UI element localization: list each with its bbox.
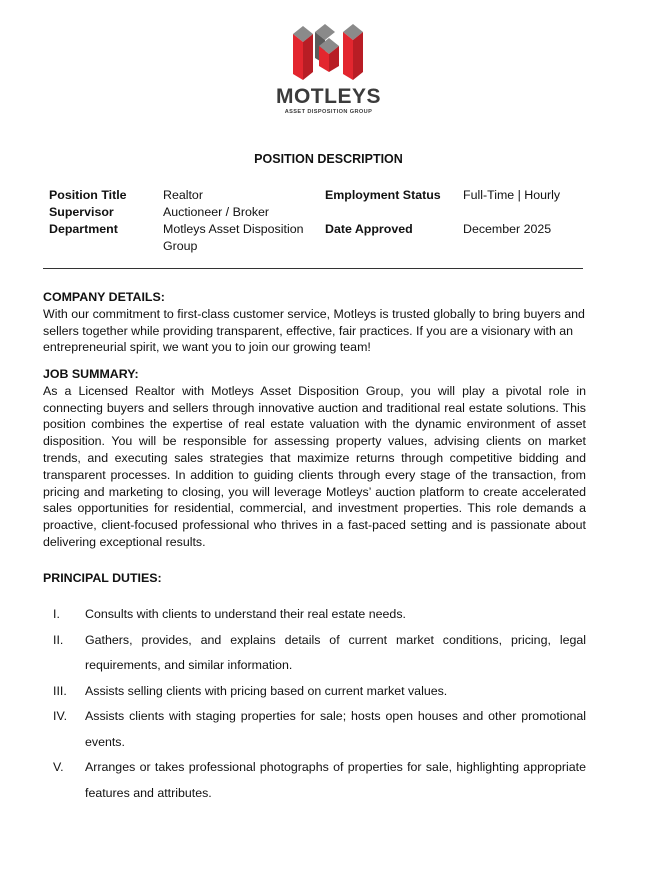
job-summary-section <box>43 366 586 551</box>
list-item <box>43 755 586 806</box>
logo-wordmark: MOTLEYS <box>275 85 381 108</box>
list-item-text: Arranges or takes professional photographs of properties for sale, highlighting appropriate features and attributes. <box>85 760 586 800</box>
position-title-label: Position Title <box>49 188 127 202</box>
job-summary-heading: JOB SUMMARY: <box>43 367 139 381</box>
supervisor-value: Auctioneer / Broker <box>163 205 270 219</box>
list-numeral: V. <box>53 760 64 774</box>
position-title-value: Realtor <box>163 188 203 202</box>
date-approved-label: Date Approved <box>325 222 413 236</box>
list-numeral: IV. <box>53 709 68 723</box>
list-item-text: Gathers, provides, and explains details of current market conditions, pricing, legal requirements, and similar information. <box>85 632 586 672</box>
employment-status-value: Full-Time | Hourly <box>463 188 561 202</box>
company-details-heading: COMPANY DETAILS: <box>43 290 165 304</box>
supervisor-label: Supervisor <box>49 205 114 219</box>
principal-duties-heading: PRINCIPAL DUTIES: <box>43 571 162 585</box>
list-item <box>43 628 586 679</box>
divider <box>43 268 583 269</box>
list-item-text: Consults with clients to understand their real estate needs. <box>85 607 406 621</box>
company-logo <box>0 22 657 116</box>
list-item-text: Assists clients with staging properties for sale; hosts open houses and other promotional events. <box>85 709 586 749</box>
list-item <box>43 679 586 705</box>
principal-duties-section <box>43 570 586 587</box>
list-numeral: III. <box>53 683 67 698</box>
company-details-text: With our commitment to first-class customer service, Motleys is trusted globally to bring buyers and sellers together while providing transparent, effective, fair practices. If you are a visionary with an entrepreneurial spirit, we want you to join our growing team! <box>43 306 585 355</box>
company-details-section <box>43 289 586 356</box>
motleys-logo-icon <box>289 22 369 82</box>
employment-status-label: Employment Status <box>325 188 441 202</box>
department-value-line2: Group <box>163 239 198 253</box>
department-label: Department <box>49 222 118 236</box>
list-item <box>43 602 586 628</box>
list-numeral: II. <box>53 632 64 647</box>
principal-duties-list <box>43 602 586 806</box>
document-title: POSITION DESCRIPTION <box>254 152 403 166</box>
list-numeral: I. <box>53 607 60 621</box>
department-value-line1: Motleys Asset Disposition <box>163 222 304 236</box>
logo-tagline: ASSET DISPOSITION GROUP <box>284 109 373 115</box>
list-item-text: Assists selling clients with pricing based on current market values. <box>85 683 448 698</box>
job-summary-text: As a Licensed Realtor with Motleys Asset Disposition Group, you will play a pivotal role in connecting buyers and sellers through innovative auction and traditional real estate solutions. This position combines the expertise of real estate valuation with the dynamic environment of asset disposition. You will be responsible for assessing property values, advising clients on market trends, and executing sales strategies that maximize returns through competitive bidding and transparent processes. In addition to guiding clients through every stage of the transaction, from pricing and marketing to closing, you will leverage Motleys’ auction platform to create accelerated sales opportunities for residential, commercial, and investment properties. This role demands a proactive, client-focused professional who thrives in a fast-paced setting and is passionate about delivering exceptional results. <box>43 383 586 549</box>
date-approved-value: December 2025 <box>463 222 552 236</box>
list-item <box>43 704 586 755</box>
